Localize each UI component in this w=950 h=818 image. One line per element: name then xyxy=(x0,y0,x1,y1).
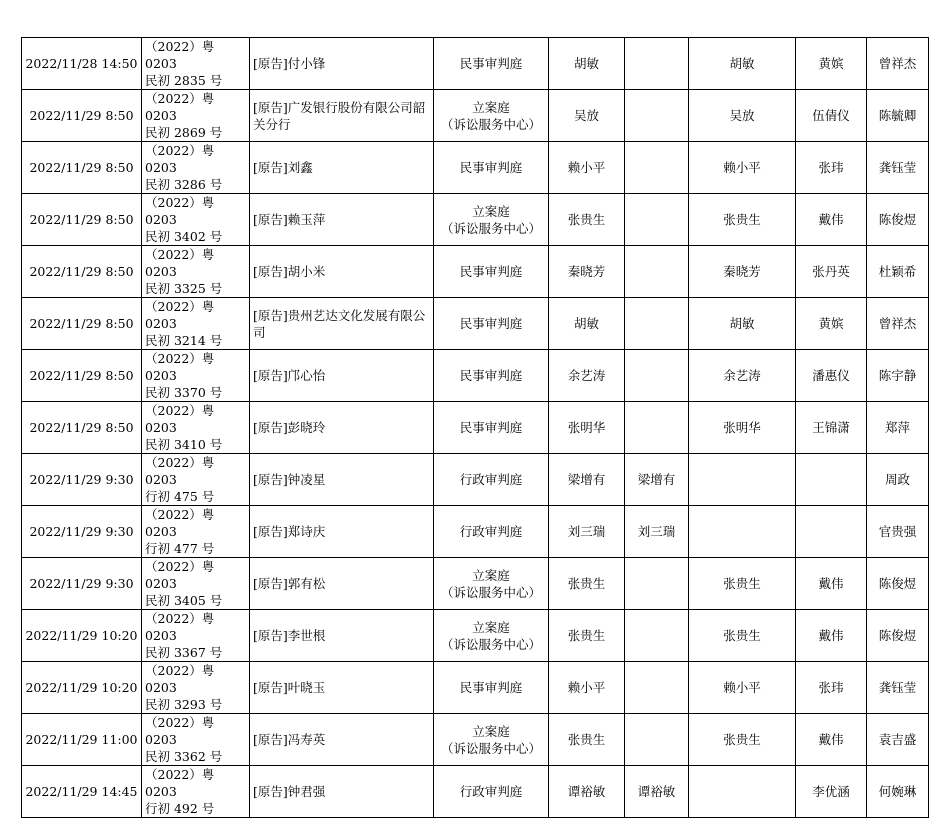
judge2-cell xyxy=(625,766,689,818)
hearing-time-text: 2022/11/29 10:20 xyxy=(25,628,138,643)
presiding-judge: 余艺涛 xyxy=(567,368,606,383)
hearing-time-text: 2022/11/29 8:50 xyxy=(29,108,134,123)
court-name: 民事审判庭 xyxy=(459,680,523,695)
second-judge: 谭裕敏 xyxy=(637,784,676,799)
court-cell xyxy=(434,506,549,558)
judge-cell xyxy=(549,142,625,194)
court-cell xyxy=(434,662,549,714)
table-row xyxy=(22,558,929,610)
presiding-judge: 张贵生 xyxy=(567,212,606,227)
party-name: [原告]邝心怡 xyxy=(253,368,326,383)
judge2-cell xyxy=(625,454,689,506)
table-row xyxy=(22,194,929,246)
presiding-judge: 赖小平 xyxy=(567,680,606,695)
case-number xyxy=(142,506,250,558)
clerk-name: 黄嫔 xyxy=(818,316,844,331)
judge3-cell xyxy=(689,402,796,454)
hearing-time xyxy=(22,662,142,714)
court-name: 行政审判庭 xyxy=(459,784,523,799)
third-judge: 胡敏 xyxy=(729,316,755,331)
party-cell xyxy=(250,714,434,766)
staff-name: 官贵强 xyxy=(878,524,917,539)
court-cell xyxy=(434,610,549,662)
judge-cell xyxy=(549,610,625,662)
court-cell xyxy=(434,38,549,90)
staff-name: 陈宇静 xyxy=(878,368,917,383)
staff-cell xyxy=(867,610,929,662)
case-number-line2: 民初 3325 号 xyxy=(145,281,223,296)
presiding-judge: 张贵生 xyxy=(567,732,606,747)
court-cell xyxy=(434,142,549,194)
judge2-cell xyxy=(625,610,689,662)
case-number-line1: （2022）粤 0203 xyxy=(145,247,215,279)
presiding-judge: 谭裕敏 xyxy=(567,784,606,799)
staff-cell xyxy=(867,350,929,402)
judge3-cell xyxy=(689,714,796,766)
judge2-cell xyxy=(625,298,689,350)
judge2-cell xyxy=(625,38,689,90)
court-name: 民事审判庭 xyxy=(459,264,523,279)
judge3-cell xyxy=(689,90,796,142)
party-cell xyxy=(250,662,434,714)
clerk-name: 戴伟 xyxy=(818,212,844,227)
party-cell xyxy=(250,766,434,818)
party-cell xyxy=(250,142,434,194)
third-judge: 张贵生 xyxy=(723,732,761,747)
judge3-cell xyxy=(689,38,796,90)
court-cell xyxy=(434,454,549,506)
presiding-judge: 赖小平 xyxy=(567,160,606,175)
case-number-line2: 民初 3405 号 xyxy=(145,593,223,608)
table-row xyxy=(22,714,929,766)
hearing-time-text: 2022/11/29 10:20 xyxy=(25,680,138,695)
clerk-cell xyxy=(796,558,867,610)
third-judge: 赖小平 xyxy=(723,160,761,175)
staff-cell xyxy=(867,662,929,714)
case-number-line1: （2022）粤 0203 xyxy=(145,403,215,435)
table-row xyxy=(22,766,929,818)
hearing-time-text: 2022/11/29 14:45 xyxy=(25,784,138,799)
hearing-schedule-table xyxy=(21,37,929,818)
court-subname: （诉讼服务中心） xyxy=(440,116,541,132)
judge-cell xyxy=(549,662,625,714)
table-row xyxy=(22,246,929,298)
clerk-cell xyxy=(796,610,867,662)
table-row xyxy=(22,506,929,558)
judge2-cell xyxy=(625,662,689,714)
party-cell xyxy=(250,350,434,402)
judge-cell xyxy=(549,38,625,90)
court-subname: （诉讼服务中心） xyxy=(440,740,541,756)
judge3-cell xyxy=(689,766,796,818)
hearing-time xyxy=(22,766,142,818)
case-number-line1: （2022）粤 0203 xyxy=(145,767,215,799)
clerk-cell xyxy=(796,454,867,506)
court-cell xyxy=(434,194,549,246)
clerk-cell xyxy=(796,194,867,246)
judge3-cell xyxy=(689,506,796,558)
party-name: [原告]李世根 xyxy=(253,628,326,643)
judge2-cell xyxy=(625,90,689,142)
case-number-line2: 民初 3402 号 xyxy=(145,229,223,244)
case-number-line2: 民初 3410 号 xyxy=(145,437,223,452)
hearing-time xyxy=(22,558,142,610)
judge-cell xyxy=(549,506,625,558)
hearing-time xyxy=(22,714,142,766)
party-name: [原告]刘鑫 xyxy=(253,160,313,175)
judge3-cell xyxy=(689,350,796,402)
staff-cell xyxy=(867,246,929,298)
party-name: [原告]广发银行股份有限公司韶关分行 xyxy=(253,99,426,132)
hearing-time xyxy=(22,90,142,142)
court-name: 立案庭 xyxy=(472,619,510,635)
case-number xyxy=(142,610,250,662)
case-number-line1: （2022）粤 0203 xyxy=(145,507,215,539)
presiding-judge: 张明华 xyxy=(567,420,606,435)
judge-cell xyxy=(549,90,625,142)
judge-cell xyxy=(549,402,625,454)
third-judge: 张明华 xyxy=(723,420,761,435)
case-number-line2: 民初 3286 号 xyxy=(145,177,223,192)
court-name: 民事审判庭 xyxy=(459,368,523,383)
judge-cell xyxy=(549,350,625,402)
court-name: 行政审判庭 xyxy=(459,524,523,539)
party-name: [原告]付小锋 xyxy=(253,56,326,71)
court-cell xyxy=(434,714,549,766)
clerk-name: 潘惠仪 xyxy=(812,368,850,383)
party-cell xyxy=(250,610,434,662)
third-judge: 张贵生 xyxy=(723,212,761,227)
clerk-name: 戴伟 xyxy=(818,628,844,643)
table-row xyxy=(22,38,929,90)
hearing-time-text: 2022/11/29 9:30 xyxy=(29,524,134,539)
party-cell xyxy=(250,558,434,610)
staff-cell xyxy=(867,38,929,90)
presiding-judge: 吴放 xyxy=(573,108,599,123)
party-name: [原告]钟君强 xyxy=(253,784,326,799)
second-judge: 梁增有 xyxy=(637,472,676,487)
second-judge: 刘三瑞 xyxy=(637,524,676,539)
case-number-line2: 行初 475 号 xyxy=(145,489,215,504)
hearing-time-text: 2022/11/28 14:50 xyxy=(25,56,138,71)
clerk-name: 李优涵 xyxy=(812,784,850,799)
judge-cell xyxy=(549,714,625,766)
presiding-judge: 张贵生 xyxy=(567,576,606,591)
party-name: [原告]胡小米 xyxy=(253,264,326,279)
staff-name: 陈俊煜 xyxy=(878,576,917,591)
judge3-cell xyxy=(689,558,796,610)
case-number-line2: 民初 3293 号 xyxy=(145,697,223,712)
party-cell xyxy=(250,246,434,298)
clerk-cell xyxy=(796,38,867,90)
presiding-judge: 胡敏 xyxy=(573,316,599,331)
clerk-cell xyxy=(796,402,867,454)
judge3-cell xyxy=(689,246,796,298)
hearing-time xyxy=(22,298,142,350)
judge3-cell xyxy=(689,142,796,194)
judge2-cell xyxy=(625,350,689,402)
court-name: 民事审判庭 xyxy=(459,56,523,71)
court-cell xyxy=(434,298,549,350)
court-name: 立案庭 xyxy=(472,99,510,115)
party-cell xyxy=(250,402,434,454)
case-number-line1: （2022）粤 0203 xyxy=(145,611,215,643)
party-cell xyxy=(250,506,434,558)
case-number-line1: （2022）粤 0203 xyxy=(145,455,215,487)
table-row xyxy=(22,142,929,194)
court-cell xyxy=(434,246,549,298)
staff-name: 曾祥杰 xyxy=(878,56,917,71)
clerk-name: 伍倩仪 xyxy=(812,108,850,123)
court-name: 民事审判庭 xyxy=(459,316,523,331)
party-name: [原告]赖玉萍 xyxy=(253,212,326,227)
judge-cell xyxy=(549,454,625,506)
court-cell xyxy=(434,350,549,402)
third-judge: 胡敏 xyxy=(729,56,755,71)
court-cell xyxy=(434,558,549,610)
court-subname: （诉讼服务中心） xyxy=(440,584,541,600)
hearing-time-text: 2022/11/29 8:50 xyxy=(29,212,134,227)
party-name: [原告]冯寿英 xyxy=(253,732,326,747)
hearing-time-text: 2022/11/29 9:30 xyxy=(29,576,134,591)
clerk-name: 张玮 xyxy=(818,680,844,695)
judge-cell xyxy=(549,194,625,246)
table-row xyxy=(22,454,929,506)
case-number-line2: 民初 2869 号 xyxy=(145,125,223,140)
clerk-name: 戴伟 xyxy=(818,732,844,747)
judge2-cell xyxy=(625,402,689,454)
judge2-cell xyxy=(625,558,689,610)
case-number xyxy=(142,402,250,454)
table-row xyxy=(22,610,929,662)
party-name: [原告]钟凌星 xyxy=(253,472,326,487)
clerk-name: 戴伟 xyxy=(818,576,844,591)
case-number-line1: （2022）粤 0203 xyxy=(145,91,215,123)
hearing-time xyxy=(22,350,142,402)
case-number-line2: 民初 2835 号 xyxy=(145,73,223,88)
presiding-judge: 张贵生 xyxy=(567,628,606,643)
staff-cell xyxy=(867,766,929,818)
judge2-cell xyxy=(625,506,689,558)
third-judge: 余艺涛 xyxy=(723,368,761,383)
clerk-cell xyxy=(796,350,867,402)
case-number xyxy=(142,298,250,350)
case-number xyxy=(142,90,250,142)
party-name: [原告]贵州艺达文化发展有限公司 xyxy=(253,307,426,340)
judge2-cell xyxy=(625,714,689,766)
clerk-cell xyxy=(796,506,867,558)
case-number xyxy=(142,714,250,766)
schedule-body xyxy=(22,38,929,818)
party-cell xyxy=(250,298,434,350)
party-cell xyxy=(250,194,434,246)
presiding-judge: 秦晓芳 xyxy=(567,264,606,279)
case-number-line2: 行初 477 号 xyxy=(145,541,215,556)
court-cell xyxy=(434,766,549,818)
staff-name: 杜颖希 xyxy=(878,264,917,279)
third-judge: 张贵生 xyxy=(723,628,761,643)
judge2-cell xyxy=(625,194,689,246)
hearing-time xyxy=(22,194,142,246)
party-name: [原告]郑诗庆 xyxy=(253,524,326,539)
clerk-cell xyxy=(796,142,867,194)
case-number xyxy=(142,454,250,506)
case-number-line1: （2022）粤 0203 xyxy=(145,351,215,383)
hearing-time xyxy=(22,610,142,662)
judge-cell xyxy=(549,558,625,610)
table-row xyxy=(22,350,929,402)
hearing-time xyxy=(22,454,142,506)
staff-name: 陈俊煜 xyxy=(878,628,917,643)
court-name: 立案庭 xyxy=(472,723,510,739)
staff-cell xyxy=(867,298,929,350)
case-number-line1: （2022）粤 0203 xyxy=(145,39,215,71)
staff-name: 陈俊煜 xyxy=(878,212,917,227)
hearing-time xyxy=(22,246,142,298)
judge-cell xyxy=(549,246,625,298)
table-row xyxy=(22,662,929,714)
case-number xyxy=(142,662,250,714)
court-subname: （诉讼服务中心） xyxy=(440,220,541,236)
clerk-name: 王锦潇 xyxy=(812,420,850,435)
case-number-line1: （2022）粤 0203 xyxy=(145,299,215,331)
staff-cell xyxy=(867,714,929,766)
staff-name: 曾祥杰 xyxy=(878,316,917,331)
court-cell xyxy=(434,402,549,454)
clerk-cell xyxy=(796,714,867,766)
staff-cell xyxy=(867,506,929,558)
case-number-line1: （2022）粤 0203 xyxy=(145,195,215,227)
hearing-time-text: 2022/11/29 8:50 xyxy=(29,420,134,435)
staff-name: 袁吉盛 xyxy=(878,732,917,747)
hearing-time-text: 2022/11/29 11:00 xyxy=(25,732,138,747)
case-number-line2: 民初 3362 号 xyxy=(145,749,223,764)
case-number xyxy=(142,142,250,194)
clerk-cell xyxy=(796,766,867,818)
party-name: [原告]叶晓玉 xyxy=(253,680,326,695)
third-judge: 秦晓芳 xyxy=(723,264,761,279)
clerk-cell xyxy=(796,246,867,298)
judge3-cell xyxy=(689,454,796,506)
case-number-line1: （2022）粤 0203 xyxy=(145,715,215,747)
staff-cell xyxy=(867,142,929,194)
staff-cell xyxy=(867,454,929,506)
case-number xyxy=(142,350,250,402)
clerk-name: 黄嫔 xyxy=(818,56,844,71)
court-name: 立案庭 xyxy=(472,567,510,583)
hearing-time-text: 2022/11/29 8:50 xyxy=(29,264,134,279)
court-name: 行政审判庭 xyxy=(459,472,523,487)
presiding-judge: 胡敏 xyxy=(573,56,599,71)
case-number xyxy=(142,246,250,298)
clerk-name: 张丹英 xyxy=(812,264,850,279)
staff-cell xyxy=(867,194,929,246)
staff-cell xyxy=(867,558,929,610)
case-number-line1: （2022）粤 0203 xyxy=(145,559,215,591)
judge-cell xyxy=(549,766,625,818)
hearing-time xyxy=(22,506,142,558)
staff-name: 郑萍 xyxy=(884,420,910,435)
hearing-time-text: 2022/11/29 8:50 xyxy=(29,160,134,175)
court-name: 立案庭 xyxy=(472,203,510,219)
table-row xyxy=(22,90,929,142)
table-row xyxy=(22,402,929,454)
judge2-cell xyxy=(625,246,689,298)
clerk-cell xyxy=(796,90,867,142)
party-cell xyxy=(250,38,434,90)
staff-name: 何婉琳 xyxy=(878,784,917,799)
case-number xyxy=(142,38,250,90)
case-number-line2: 民初 3370 号 xyxy=(145,385,223,400)
hearing-time xyxy=(22,38,142,90)
judge3-cell xyxy=(689,298,796,350)
clerk-name: 张玮 xyxy=(818,160,844,175)
judge3-cell xyxy=(689,662,796,714)
judge2-cell xyxy=(625,142,689,194)
third-judge: 吴放 xyxy=(729,108,755,123)
case-number xyxy=(142,194,250,246)
presiding-judge: 刘三瑞 xyxy=(567,524,606,539)
judge3-cell xyxy=(689,610,796,662)
third-judge: 张贵生 xyxy=(723,576,761,591)
court-subname: （诉讼服务中心） xyxy=(440,636,541,652)
case-number-line1: （2022）粤 0203 xyxy=(145,143,215,175)
case-number-line2: 民初 3367 号 xyxy=(145,645,223,660)
table-row xyxy=(22,298,929,350)
case-number-line2: 行初 492 号 xyxy=(145,801,215,816)
case-number-line2: 民初 3214 号 xyxy=(145,333,223,348)
presiding-judge: 梁增有 xyxy=(567,472,606,487)
staff-name: 龚钰莹 xyxy=(878,160,917,175)
judge3-cell xyxy=(689,194,796,246)
hearing-time-text: 2022/11/29 8:50 xyxy=(29,316,134,331)
staff-cell xyxy=(867,90,929,142)
hearing-time-text: 2022/11/29 8:50 xyxy=(29,368,134,383)
clerk-cell xyxy=(796,298,867,350)
party-cell xyxy=(250,90,434,142)
staff-name: 龚钰莹 xyxy=(878,680,917,695)
hearing-time xyxy=(22,402,142,454)
hearing-time-text: 2022/11/29 9:30 xyxy=(29,472,134,487)
case-number xyxy=(142,766,250,818)
staff-name: 周政 xyxy=(884,472,910,487)
case-number xyxy=(142,558,250,610)
party-name: [原告]彭晓玲 xyxy=(253,420,326,435)
court-cell xyxy=(434,90,549,142)
clerk-cell xyxy=(796,662,867,714)
court-name: 民事审判庭 xyxy=(459,420,523,435)
staff-cell xyxy=(867,402,929,454)
staff-name: 陈毓卿 xyxy=(878,108,917,123)
party-name: [原告]郭有松 xyxy=(253,576,326,591)
party-cell xyxy=(250,454,434,506)
court-name: 民事审判庭 xyxy=(459,160,523,175)
case-number-line1: （2022）粤 0203 xyxy=(145,663,215,695)
third-judge: 赖小平 xyxy=(723,680,761,695)
hearing-time xyxy=(22,142,142,194)
judge-cell xyxy=(549,298,625,350)
